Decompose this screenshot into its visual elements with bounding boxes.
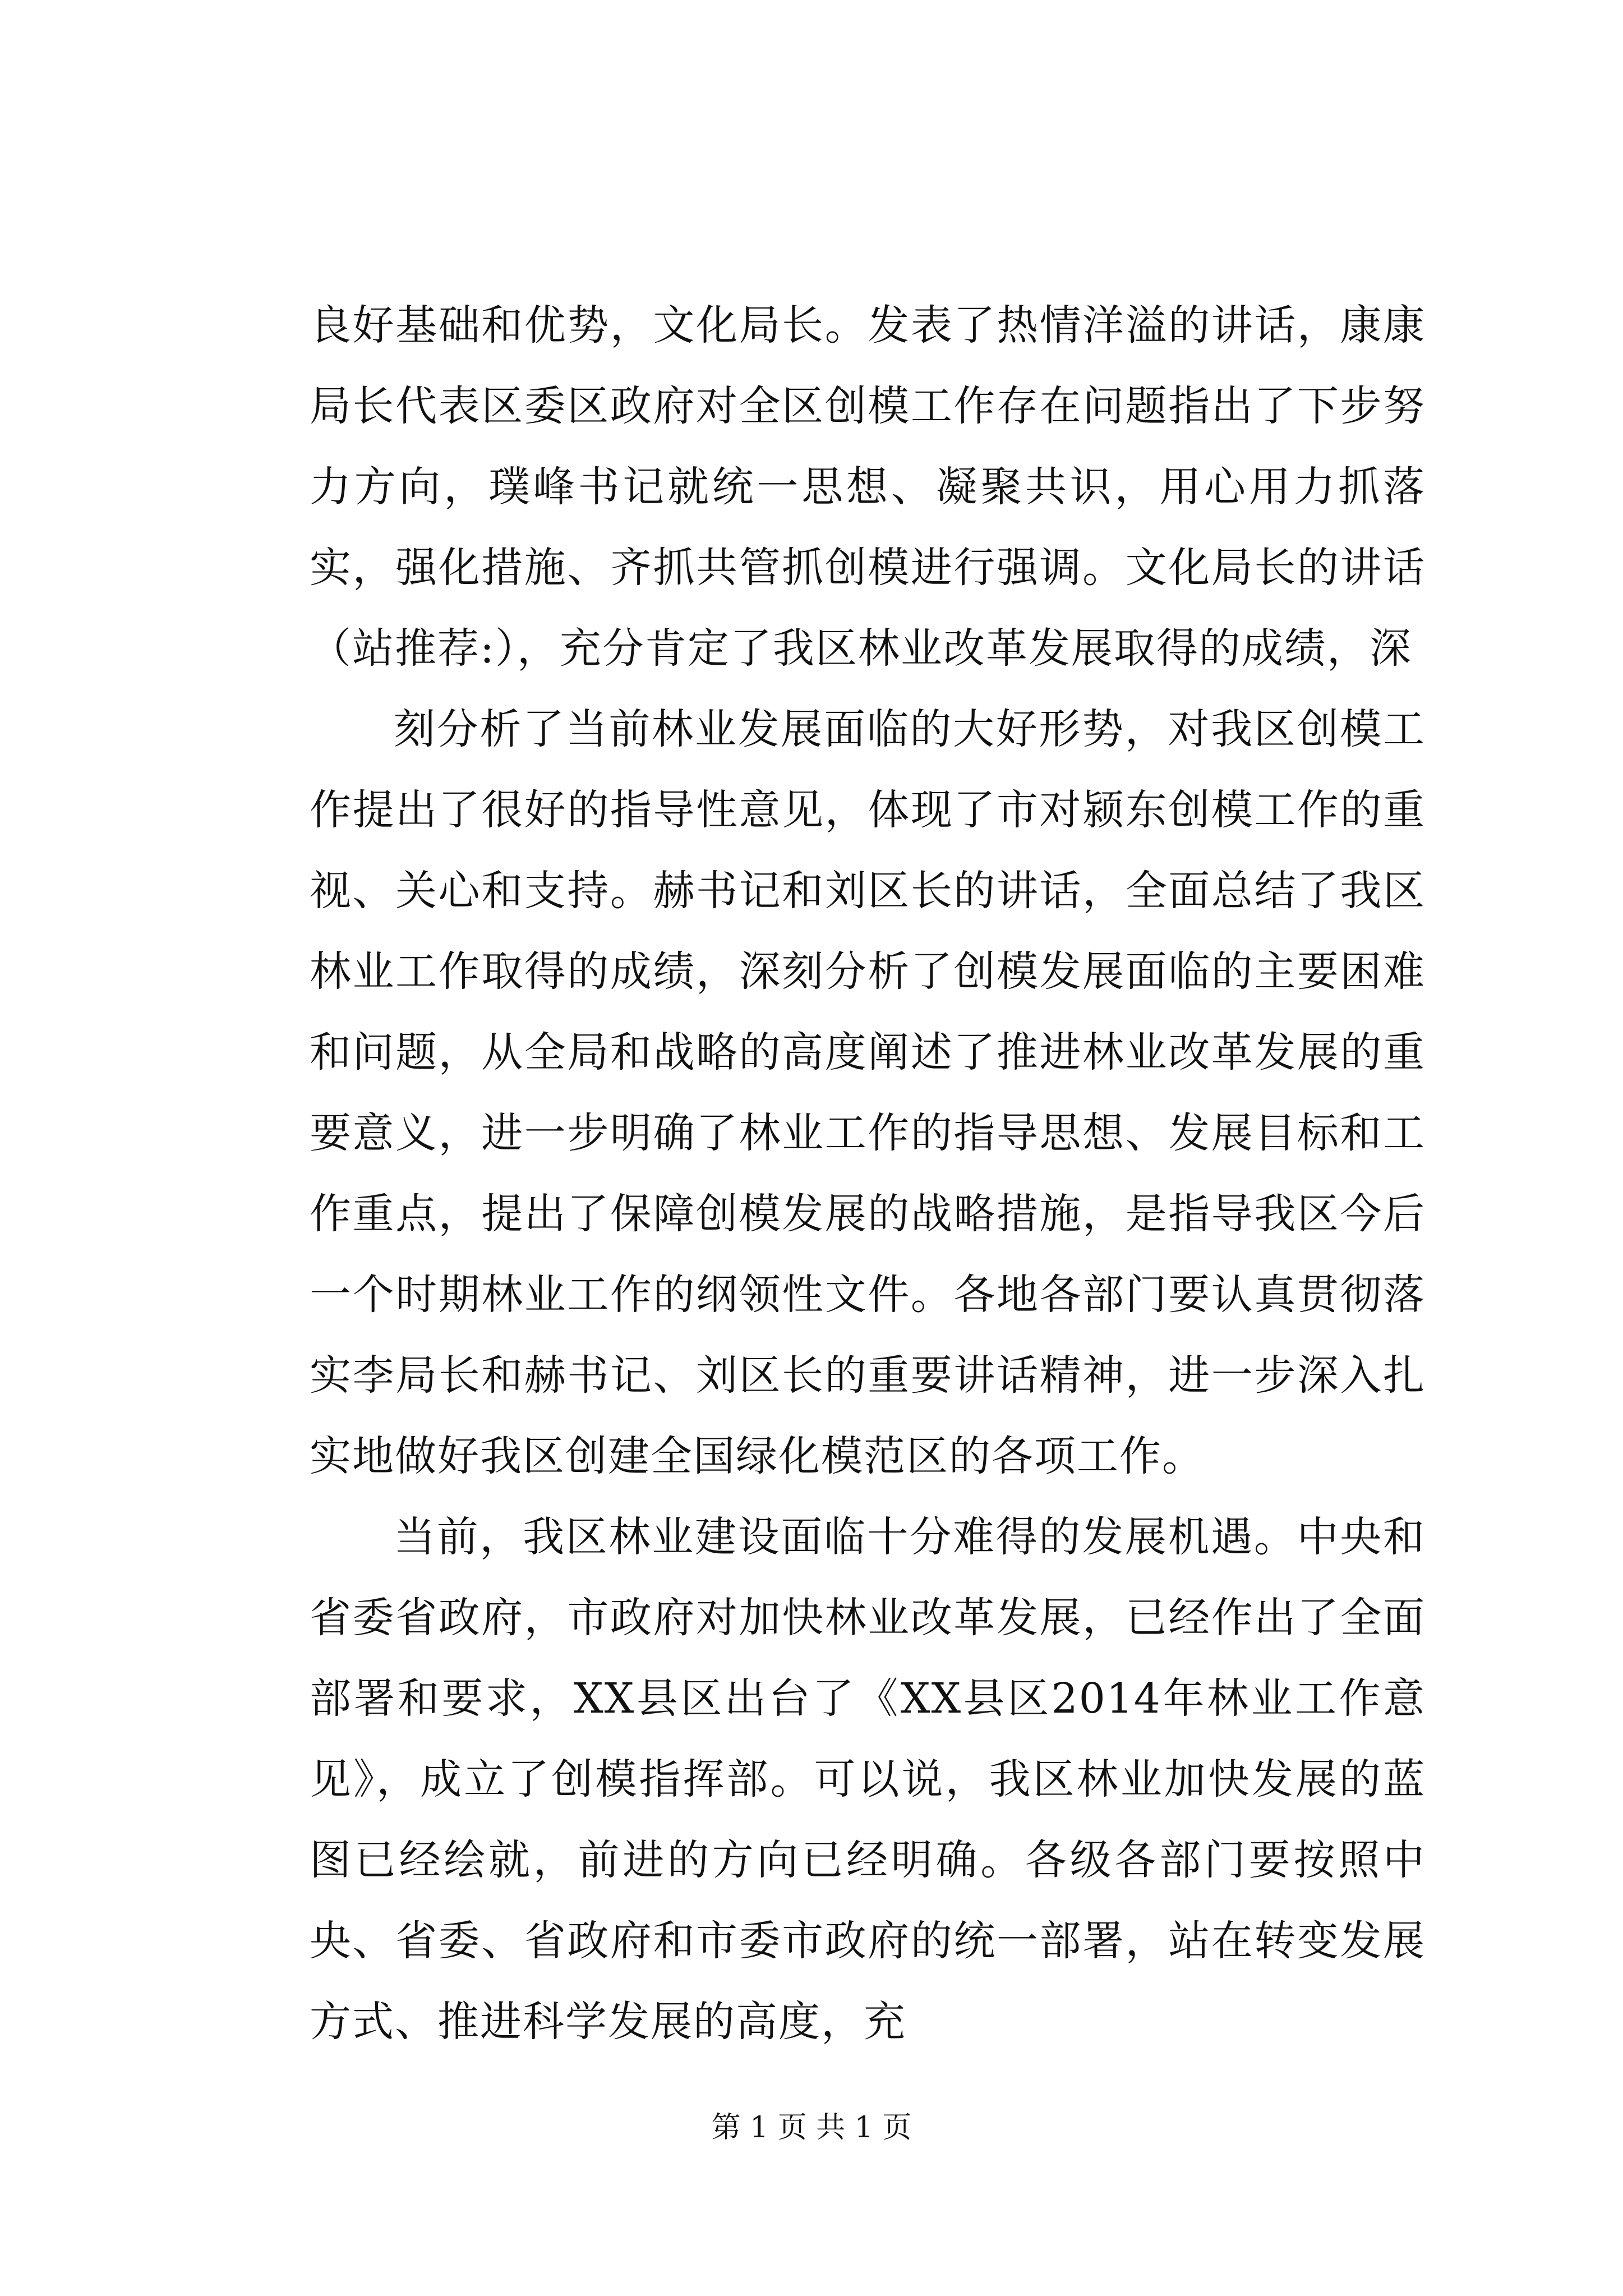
paragraph-3: 当前，我区林业建设面临十分难得的发展机遇。中央和省委省政府，市政府对加快林业改革发展，已经作出了全面部署和要求，XX县区出台了《XX县区2014年林业工作意见》，成立了创模指挥部。可以说，我区林业加快发展的蓝图已经绘就，前进的方向已经明确。各级各部门要按照中央、省委、省政府和市委市政府的统一部署，站在转变发展方式、推进科学发展的高度，充 (310, 1513, 1426, 2046)
paragraph-2: 刻分析了当前林业发展面临的大好形势，对我区创模工作提出了很好的指导性意见，体现了市对颍东创模工作的重视、关心和支持。赫书记和刘区长的讲话，全面总结了我区林业工作取得的成绩，深刻分析了创模发展面临的主要困难和问题，从全局和战略的高度阐述了推进林业改革发展的重要意义，进一步明确了林业工作的指导思想、发展目标和工作重点，提出了保障创模发展的战略措施，是指导我区今后一个时期林业工作的纲领性文件。各地各部门要认真贯彻落实李局长和赫书记、刘区长的重要讲话精神，进一步深入扎实地做好我区创建全国绿化模范区的各项工作。 (310, 705, 1426, 1480)
page-number-label: 第 1 页 共 1 页 (711, 2111, 912, 2145)
paragraph-1: 良好基础和优势，文化局长。发表了热情洋溢的讲话，康康局长代表区委区政府对全区创模工作存在问题指出了下步努力方向，璞峰书记就统一思想、凝聚共识，用心用力抓落实，强化措施、齐抓共管抓创模进行强调。文化局长的讲话（站推荐:），充分肯定了我区林业改革发展取得的成绩，深 (310, 301, 1426, 673)
document-body (310, 285, 1426, 2062)
page-footer (0, 2108, 1623, 2147)
